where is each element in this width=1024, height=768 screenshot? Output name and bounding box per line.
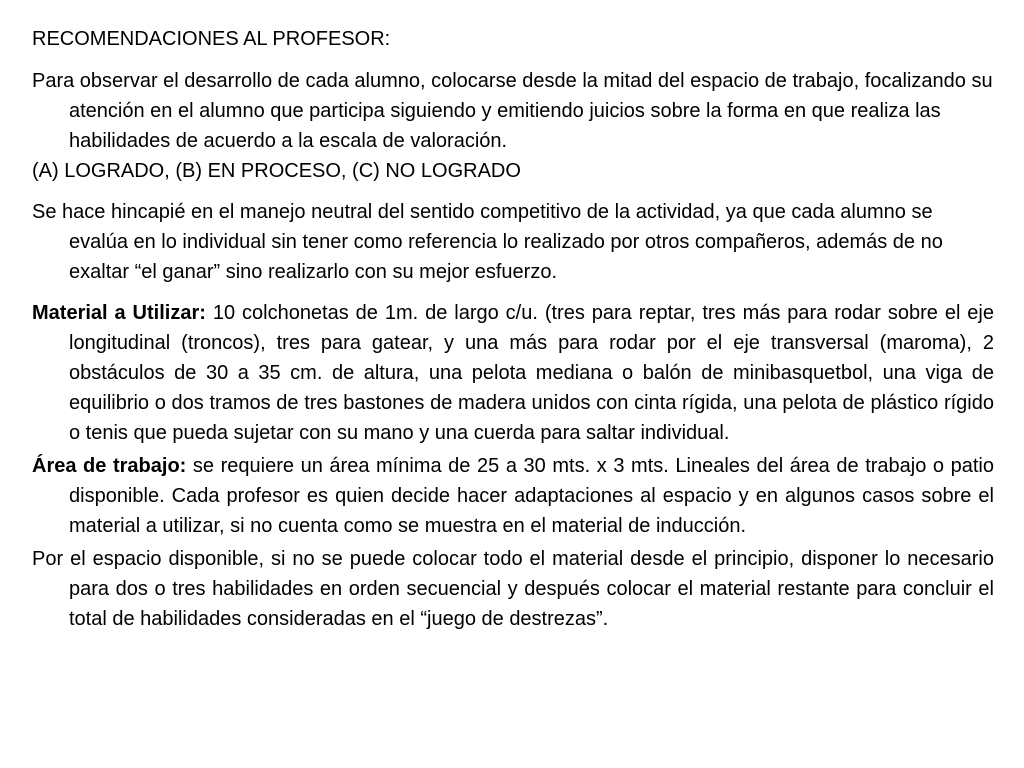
paragraph-space: Por el espacio disponible, si no se puede colocar todo el material desde el principio, disponer lo necesario para dos o tres habilidades en orden secuencial y después colocar el material restante para concluir el total de habilidades consideradas en el “juego de destrezas”.: [32, 548, 994, 630]
paragraph-observation: [32, 66, 994, 186]
rating-scale: (A) LOGRADO, (B) EN PROCESO, (C) NO LOGRADO: [32, 160, 521, 182]
paragraph-competition: Se hace hincapié en el manejo neutral del sentido competitivo de la actividad, ya que cada alumno se evalúa en lo individual sin tener como referencia lo realizado por otros compañeros, además de no exaltar “el ganar” sino realizarlo con su mejor esfuerzo.: [32, 201, 943, 283]
work-area-label: Área de trabajo:: [32, 455, 187, 477]
work-area-text: se requiere un área mínima de 25 a 30 mts. x 3 mts. Lineales del área de trabajo o patio disponible. Cada profesor es quien decide hacer adaptaciones al espacio y en algunos casos sobre el material a utilizar, si no cuenta como se muestra en el material de inducción.: [69, 455, 995, 537]
materials-label: Material a Utilizar:: [32, 302, 206, 324]
paragraph-materials: [32, 298, 994, 448]
paragraph-observation-text: Para observar el desarrollo de cada alumno, colocarse desde la mitad del espacio de trabajo, focalizando su atención en el alumno que participa siguiendo y emitiendo juicios sobre la forma en que realiza las habilidades de acuerdo a la escala de valoración.: [32, 70, 993, 152]
paragraph-work-area: [32, 451, 994, 541]
section-heading: RECOMENDACIONES AL PROFESOR:: [32, 28, 391, 50]
materials-text: 10 colchonetas de 1m. de largo c/u. (tres para reptar, tres más para rodar sobre el eje longitudinal (troncos), tres para gatear, y una más para rodar por el eje transversal (maroma), 2 obstáculos de 30 a 35 cm. de altura, una pelota mediana o balón de minibasquetbol, una viga de equilibrio o dos tramos de tres bastones de madera unidos con cinta rígida, una pelota de plástico rígido o tenis que pueda sujetar con su mano y una cuerda para saltar individual.: [69, 302, 994, 444]
slide-content: [32, 24, 994, 634]
